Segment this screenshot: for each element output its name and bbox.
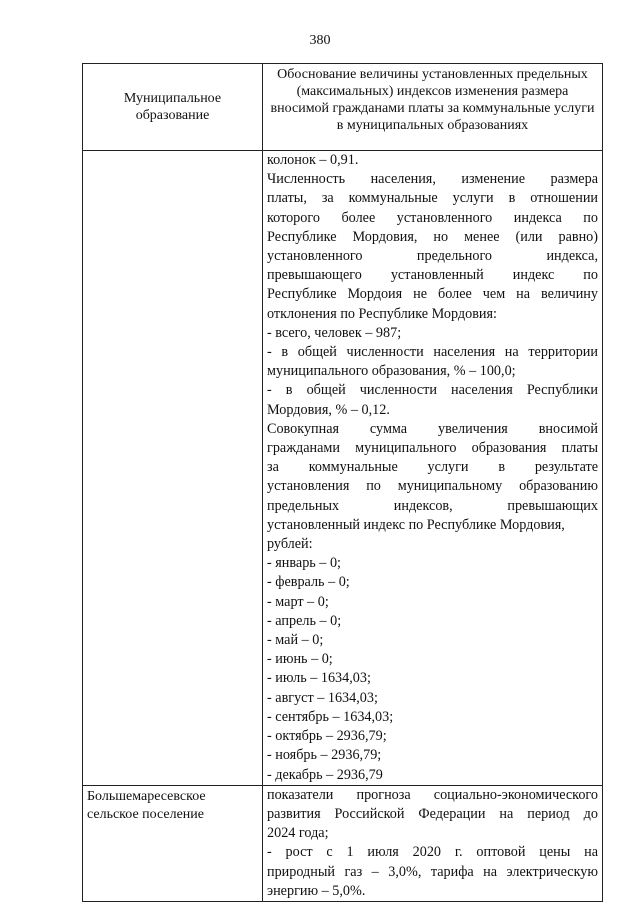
text-line: - декабрь – 2936,79 (267, 766, 383, 783)
text-line: установления по муниципальному образованию (267, 478, 598, 495)
text-line: которого более установленного индекса по (267, 209, 598, 226)
header-justification: Обоснование величины установленных предельных (максимальных) индексов изменения размера вносимой гражданами платы за коммунальные услуги в муниципальных образованиях (263, 64, 603, 151)
text-line: - рост с 1 июля 2020 г. оптовой цены на (267, 844, 598, 861)
text-line: - апрель – 0; (267, 612, 342, 629)
justification-text (267, 786, 598, 901)
justification-cell (263, 785, 603, 901)
table-row (83, 785, 603, 901)
text-line: показатели прогноза социально-экономического (267, 786, 598, 803)
text-line: гражданами муниципального образования платы (267, 440, 598, 457)
justification-cell (263, 151, 603, 786)
text-line: - в общей численности населения на территории (267, 344, 598, 361)
municipality-name-cell (83, 151, 263, 786)
text-line: природный газ – 3,0%, тарифа на электрическую (267, 863, 598, 880)
municipality-name-cell: Большемаресевское сельское поселение (83, 785, 263, 901)
text-line: предельных индексов, превышающих (267, 497, 598, 514)
text-line: муниципального образования, % – 100,0; (267, 363, 516, 380)
municipal-index-table (82, 63, 603, 902)
text-line: - май – 0; (267, 632, 324, 649)
justification-text (267, 151, 598, 785)
text-line: Совокупная сумма увеличения вносимой (267, 420, 598, 437)
text-line: установленный индекс по Республике Мордовия, (267, 516, 565, 533)
page-number: 380 (309, 33, 331, 48)
table-header-row (83, 64, 603, 151)
text-line: - ноябрь – 2936,79; (267, 747, 382, 764)
text-line: отклонения по Республике Мордовия: (267, 305, 497, 322)
text-line: - август – 1634,03; (267, 689, 378, 706)
text-line: установленного предельного индекса, (267, 248, 598, 265)
text-line: Мордовия, % – 0,12. (267, 401, 390, 418)
text-line: - январь – 0; (267, 555, 341, 572)
text-line: Республике Мордовия, но менее (или равно) (267, 228, 598, 245)
text-line: - март – 0; (267, 593, 329, 610)
text-line: - июнь – 0; (267, 651, 333, 668)
text-line: Численность населения, изменение размера (267, 171, 598, 188)
text-line: энергию – 5,0%. (267, 882, 366, 899)
text-line: платы, за коммунальные услуги в отношении (267, 190, 598, 207)
text-line: колонок – 0,91. (267, 152, 359, 168)
header-municipality: Муниципальное образование (83, 64, 263, 151)
text-line: - октябрь – 2936,79; (267, 728, 387, 745)
text-line: 2024 года; (267, 825, 329, 842)
text-line: - в общей численности населения Республики (267, 382, 598, 399)
text-line: - июль – 1634,03; (267, 670, 371, 687)
text-line: - февраль – 0; (267, 574, 350, 591)
text-line: - сентябрь – 1634,03; (267, 708, 394, 725)
text-line: - всего, человек – 987; (267, 324, 402, 341)
text-line: развития Российской Федерации на период до (267, 805, 598, 822)
table-row (83, 151, 603, 786)
text-line: превышающего установленный индекс по (267, 267, 598, 284)
text-line: Республике Мордоия не более чем на величину (267, 286, 598, 303)
text-line: рублей: (267, 536, 313, 553)
text-line: за коммунальные услуги в результате (267, 459, 598, 476)
